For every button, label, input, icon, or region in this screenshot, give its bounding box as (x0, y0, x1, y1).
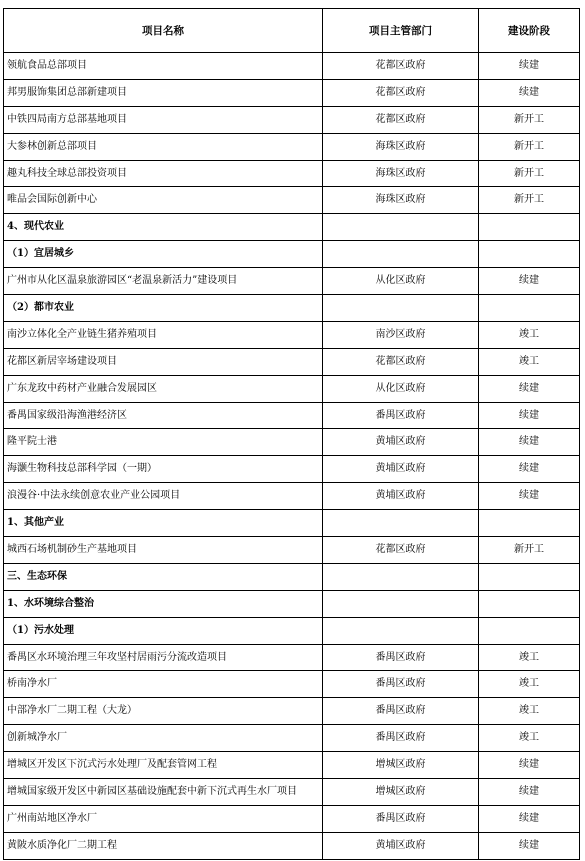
table-row (4, 402, 580, 429)
project-name-cell: 领航食品总部项目 (4, 53, 323, 80)
stage-cell: 新开工 (479, 106, 580, 133)
department-cell: 番禺区政府 (323, 805, 479, 832)
project-name-cell: 增城国家级开发区中新园区基础设施配套中新下沉式再生水厂项目 (4, 779, 323, 806)
stage-cell: 竣工 (479, 644, 580, 671)
stage-cell: 续建 (479, 79, 580, 106)
stage-cell: 续建 (479, 429, 580, 456)
table-row (4, 106, 580, 133)
project-name-cell: 番禺国家级沿海渔港经济区 (4, 402, 323, 429)
department-cell (323, 590, 479, 617)
stage-cell (479, 590, 580, 617)
table-row (4, 375, 580, 402)
section-row (4, 214, 580, 241)
stage-cell: 续建 (479, 779, 580, 806)
department-cell: 从化区政府 (323, 375, 479, 402)
table-row (4, 133, 580, 160)
stage-cell (479, 617, 580, 644)
stage-cell: 新开工 (479, 187, 580, 214)
table-row (4, 456, 580, 483)
table-row (4, 348, 580, 375)
stage-cell (479, 241, 580, 268)
project-name-cell: 广州南站地区净水厂 (4, 805, 323, 832)
project-name-cell: 浪漫谷·中法永续创意农业产业公园项目 (4, 483, 323, 510)
project-name-cell: 三、生态环保 (4, 563, 323, 590)
department-cell (323, 241, 479, 268)
stage-cell: 续建 (479, 483, 580, 510)
stage-cell (479, 563, 580, 590)
project-name-cell: 创新城净水厂 (4, 725, 323, 752)
project-name-cell: 1、水环境综合整治 (4, 590, 323, 617)
stage-cell: 新开工 (479, 537, 580, 564)
project-name-cell: （1）宜居城乡 (4, 241, 323, 268)
table-row (4, 429, 580, 456)
department-cell: 海珠区政府 (323, 187, 479, 214)
table-row (4, 832, 580, 859)
department-cell: 黄埔区政府 (323, 832, 479, 859)
section-row (4, 241, 580, 268)
project-name-cell: 番禺区水环境治理三年攻坚村居雨污分流改造项目 (4, 644, 323, 671)
section-row (4, 617, 580, 644)
project-name-cell: （1）污水处理 (4, 617, 323, 644)
project-name-cell: 广东龙玫中药材产业融合发展园区 (4, 375, 323, 402)
section-row (4, 510, 580, 537)
department-cell: 黄埔区政府 (323, 429, 479, 456)
department-cell: 黄埔区政府 (323, 483, 479, 510)
stage-cell: 新开工 (479, 160, 580, 187)
stage-cell: 续建 (479, 752, 580, 779)
table-row (4, 671, 580, 698)
table-row (4, 53, 580, 80)
table-row (4, 779, 580, 806)
stage-cell: 续建 (479, 832, 580, 859)
project-name-cell: 海灏生物科技总部科学园（一期） (4, 456, 323, 483)
table-body (4, 53, 580, 860)
table-row (4, 483, 580, 510)
department-cell: 黄埔区政府 (323, 456, 479, 483)
stage-cell: 续建 (479, 53, 580, 80)
table-row (4, 752, 580, 779)
table-row (4, 79, 580, 106)
project-name-cell: 城西石场机制砂生产基地项目 (4, 537, 323, 564)
stage-cell: 竣工 (479, 725, 580, 752)
header-stage: 建设阶段 (479, 9, 580, 53)
department-cell: 花都区政府 (323, 53, 479, 80)
header-project-name: 项目名称 (4, 9, 323, 53)
department-cell: 番禺区政府 (323, 644, 479, 671)
project-name-cell: 花都区新居宰场建设项目 (4, 348, 323, 375)
header-department: 项目主管部门 (323, 9, 479, 53)
stage-cell: 续建 (479, 805, 580, 832)
department-cell (323, 563, 479, 590)
project-name-cell: 黄陂水质净化厂二期工程 (4, 832, 323, 859)
department-cell: 番禺区政府 (323, 671, 479, 698)
department-cell: 花都区政府 (323, 348, 479, 375)
table-row (4, 268, 580, 295)
stage-cell: 竣工 (479, 698, 580, 725)
stage-cell: 竣工 (479, 321, 580, 348)
department-cell (323, 617, 479, 644)
section-row (4, 295, 580, 322)
department-cell: 番禺区政府 (323, 698, 479, 725)
department-cell (323, 295, 479, 322)
project-name-cell: 中部净水厂二期工程（大龙） (4, 698, 323, 725)
stage-cell: 新开工 (479, 133, 580, 160)
stage-cell: 续建 (479, 375, 580, 402)
department-cell: 海珠区政府 (323, 133, 479, 160)
project-name-cell: 趣丸科技全球总部投资项目 (4, 160, 323, 187)
department-cell (323, 214, 479, 241)
stage-cell (479, 510, 580, 537)
project-table (3, 8, 580, 860)
project-name-cell: 邦男服饰集团总部新建项目 (4, 79, 323, 106)
project-name-cell: 4、现代农业 (4, 214, 323, 241)
project-name-cell: 广州市从化区温泉旅游园区“老温泉新活力”建设项目 (4, 268, 323, 295)
table-row (4, 537, 580, 564)
department-cell (323, 510, 479, 537)
department-cell: 南沙区政府 (323, 321, 479, 348)
department-cell: 花都区政府 (323, 79, 479, 106)
section-row (4, 590, 580, 617)
stage-cell: 续建 (479, 268, 580, 295)
project-table-page (3, 8, 579, 860)
department-cell: 花都区政府 (323, 537, 479, 564)
project-name-cell: 1、其他产业 (4, 510, 323, 537)
department-cell: 海珠区政府 (323, 160, 479, 187)
project-name-cell: 南沙立体化全产业链生猪养殖项目 (4, 321, 323, 348)
department-cell: 增城区政府 (323, 779, 479, 806)
table-row (4, 644, 580, 671)
project-name-cell: 增城区开发区下沉式污水处理厂及配套管网工程 (4, 752, 323, 779)
department-cell: 增城区政府 (323, 752, 479, 779)
stage-cell: 竣工 (479, 348, 580, 375)
stage-cell (479, 214, 580, 241)
table-row (4, 725, 580, 752)
department-cell: 番禺区政府 (323, 402, 479, 429)
project-name-cell: 中铁四局南方总部基地项目 (4, 106, 323, 133)
stage-cell: 竣工 (479, 671, 580, 698)
department-cell: 花都区政府 (323, 106, 479, 133)
stage-cell: 续建 (479, 402, 580, 429)
project-name-cell: 桥南净水厂 (4, 671, 323, 698)
table-row (4, 160, 580, 187)
table-row (4, 321, 580, 348)
project-name-cell: 隆平院士港 (4, 429, 323, 456)
section-row (4, 563, 580, 590)
project-name-cell: （2）都市农业 (4, 295, 323, 322)
department-cell: 番禺区政府 (323, 725, 479, 752)
department-cell: 从化区政府 (323, 268, 479, 295)
table-row (4, 698, 580, 725)
stage-cell (479, 295, 580, 322)
stage-cell: 续建 (479, 456, 580, 483)
project-name-cell: 大参林创新总部项目 (4, 133, 323, 160)
table-row (4, 805, 580, 832)
project-name-cell: 唯品会国际创新中心 (4, 187, 323, 214)
table-row (4, 187, 580, 214)
table-header-row (4, 9, 580, 53)
